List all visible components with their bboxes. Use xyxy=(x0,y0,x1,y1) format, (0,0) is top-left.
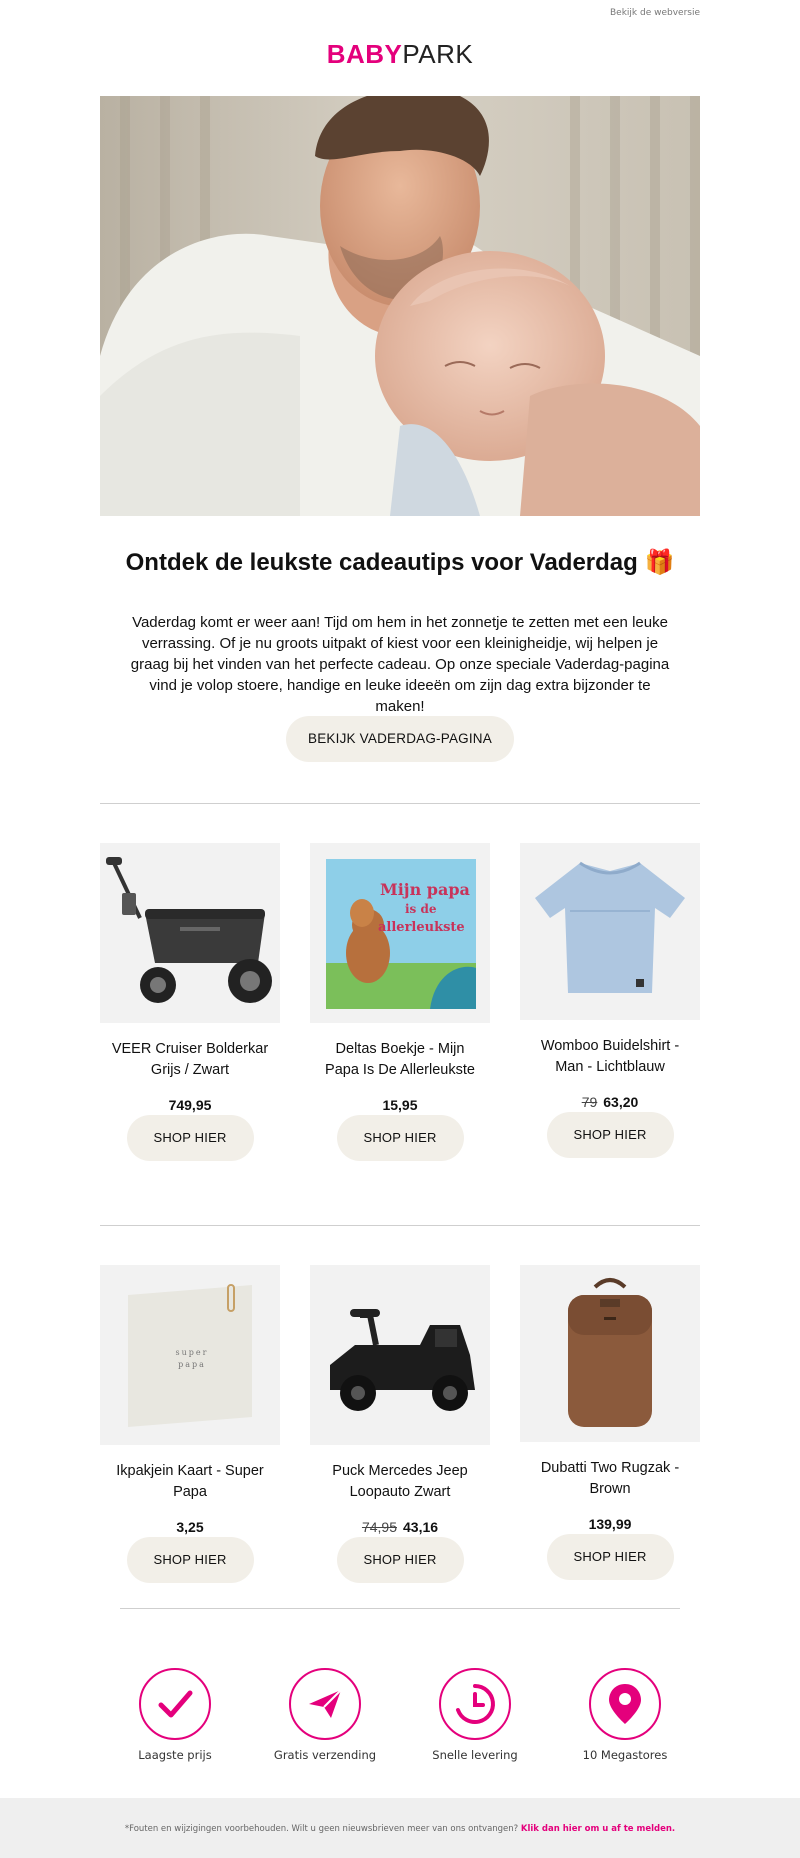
current-price: 43,16 xyxy=(403,1519,439,1535)
product-card xyxy=(100,843,280,1161)
wagon-image xyxy=(100,843,280,1023)
book-title-line-3: allerleukste xyxy=(378,920,465,935)
card-image xyxy=(100,1265,280,1445)
unsubscribe-link[interactable]: Klik dan hier om u af te melden. xyxy=(520,1824,676,1834)
shop-button[interactable]: SHOP HIER xyxy=(127,1537,254,1583)
usp-circle xyxy=(139,1668,211,1740)
book-title-line-2: is de xyxy=(405,902,437,916)
card-text-line-1: super xyxy=(175,1348,209,1357)
product-name[interactable]: Deltas Boekje - Mijn Papa Is De Allerleukste xyxy=(325,1041,475,1078)
headline: Ontdek de leukste cadeautips voor Vaderdag 🎁 xyxy=(125,549,675,576)
paper-plane-icon xyxy=(305,1684,345,1724)
divider xyxy=(100,803,700,804)
father-kissing-baby-photo xyxy=(100,96,700,516)
product-image[interactable] xyxy=(520,843,700,1020)
usp-label: Gratis verzending xyxy=(273,1748,377,1762)
current-price: 749,95 xyxy=(168,1097,212,1113)
old-price: 79 xyxy=(581,1094,598,1110)
current-price: 63,20 xyxy=(603,1094,639,1110)
product-card xyxy=(310,843,490,1161)
product-price xyxy=(100,1097,280,1113)
babypark-logo[interactable] xyxy=(0,39,800,70)
shop-button[interactable]: SHOP HIER xyxy=(337,1537,464,1583)
shirt-image xyxy=(520,843,700,1020)
product-card xyxy=(520,843,700,1158)
location-pin-icon xyxy=(605,1682,645,1726)
product-price xyxy=(520,1094,700,1110)
product-image[interactable] xyxy=(520,1265,700,1442)
usp-fast-delivery xyxy=(410,1668,540,1762)
divider xyxy=(120,1608,680,1609)
product-price xyxy=(520,1516,700,1532)
usp-label: Snelle levering xyxy=(432,1748,518,1762)
backpack-image xyxy=(520,1265,700,1442)
product-image[interactable] xyxy=(100,1265,280,1445)
logo-part-baby: BABY xyxy=(326,39,403,69)
book-title-line-1: Mijn papa xyxy=(380,880,470,899)
product-image[interactable] xyxy=(310,843,490,1023)
footer-disclaimer: *Fouten en wijzigingen voorbehouden. Wilt u geen nieuwsbrieven meer van ons ontvangen? xyxy=(124,1824,521,1834)
hero-image[interactable] xyxy=(100,96,700,516)
old-price: 74,95 xyxy=(361,1519,397,1535)
intro-text: Vaderdag komt er weer aan! Tijd om hem in het zonnetje te zetten met een leuke verrassing. Of je nu groots uitpakt of kiest voor een kleinigheidje, wij helpen je graag bij het vinden van het perfecte cadeau. Op onze speciale Vaderdag-pagina vind je volop stoere, handige en leuke ideeën om zijn dag extra bijzonder te maken! xyxy=(130,614,670,715)
shop-button[interactable]: SHOP HIER xyxy=(547,1112,674,1158)
card-text-line-2: papa xyxy=(178,1360,206,1369)
book-image xyxy=(310,843,490,1023)
product-image[interactable] xyxy=(310,1265,490,1445)
product-price xyxy=(100,1519,280,1535)
usp-circle xyxy=(589,1668,661,1740)
shop-button[interactable]: SHOP HIER xyxy=(127,1115,254,1161)
product-name[interactable]: VEER Cruiser Bolderkar Grijs / Zwart xyxy=(111,1041,269,1078)
current-price: 15,95 xyxy=(382,1097,418,1113)
current-price: 3,25 xyxy=(176,1519,204,1535)
usp-free-shipping xyxy=(260,1668,390,1762)
product-name[interactable]: Dubatti Two Rugzak - Brown xyxy=(540,1460,680,1497)
usp-megastores xyxy=(560,1668,690,1762)
product-name[interactable]: Ikpakjein Kaart - Super Papa xyxy=(116,1463,264,1500)
product-card xyxy=(310,1265,490,1583)
checkmark-icon xyxy=(155,1684,195,1724)
shop-button[interactable]: SHOP HIER xyxy=(337,1115,464,1161)
logo-part-park: PARK xyxy=(402,39,474,69)
ride-on-car-image xyxy=(310,1265,490,1445)
shop-button[interactable]: SHOP HIER xyxy=(547,1534,674,1580)
usp-circle xyxy=(289,1668,361,1740)
footer xyxy=(0,1798,800,1858)
usp-label: Laagste prijs xyxy=(138,1748,212,1762)
product-name[interactable]: Womboo Buidelshirt - Man - Lichtblauw xyxy=(540,1038,680,1075)
product-price xyxy=(310,1097,490,1113)
product-price xyxy=(310,1519,490,1535)
usp-lowest-price xyxy=(110,1668,240,1762)
product-image[interactable] xyxy=(100,843,280,1023)
usp-label: 10 Megastores xyxy=(582,1748,668,1762)
vaderdag-page-button[interactable]: BEKIJK VADERDAG-PAGINA xyxy=(286,716,514,762)
web-version-link[interactable]: Bekijk de webversie xyxy=(609,8,700,18)
divider xyxy=(100,1225,700,1226)
clock-icon xyxy=(453,1682,497,1726)
product-name[interactable]: Puck Mercedes Jeep Loopauto Zwart xyxy=(332,1463,468,1500)
product-card xyxy=(520,1265,700,1580)
usp-circle xyxy=(439,1668,511,1740)
product-card xyxy=(100,1265,280,1583)
current-price: 139,99 xyxy=(588,1516,632,1532)
